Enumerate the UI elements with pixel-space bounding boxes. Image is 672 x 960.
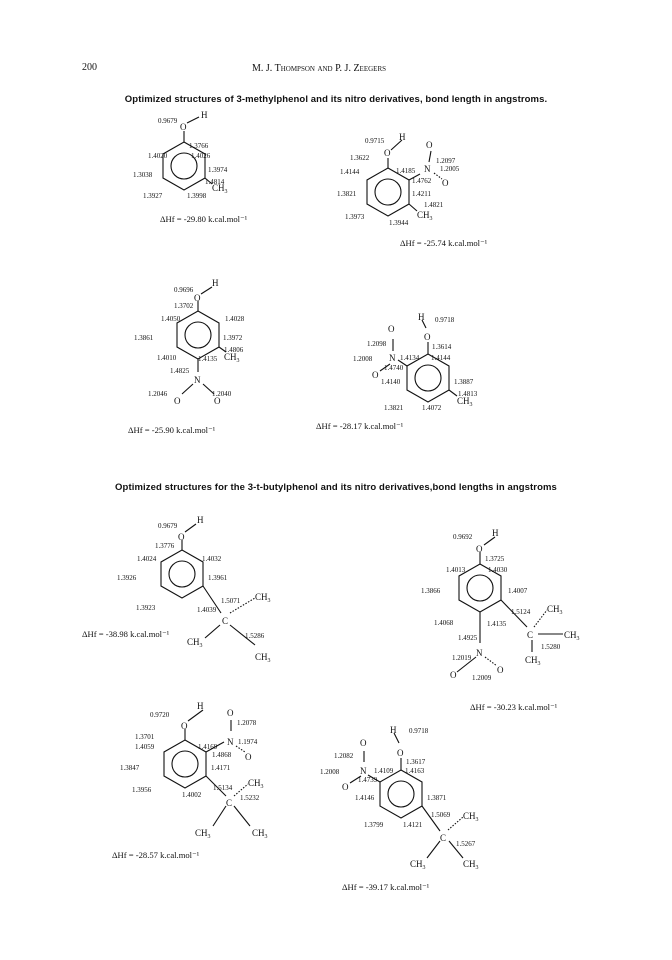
- atom-oxygen: O: [181, 721, 188, 731]
- bond-length: 1.4163: [405, 767, 425, 775]
- structure-3-t-butylphenol: [82, 515, 271, 664]
- bond-length: 1.3821: [384, 404, 404, 412]
- bond-length: 1.4030: [488, 566, 508, 574]
- atom-oxygen: O: [426, 140, 433, 150]
- methyl-group: $CH_3$: [564, 630, 580, 642]
- methyl-group: $CH_3$: [252, 828, 268, 840]
- atom-oxygen: O: [180, 122, 187, 132]
- bond-length: 1.3871: [427, 794, 447, 802]
- bond-length: 1.4024: [137, 555, 157, 563]
- atom-carbon: C: [440, 833, 447, 843]
- heat-of-formation: ΔHf = -30.23 k.cal.mol⁻¹: [470, 702, 558, 712]
- bond-length: 1.3956: [132, 786, 152, 794]
- bond-length: 1.5069: [431, 811, 451, 819]
- atom-nitrogen: N: [476, 648, 483, 658]
- bond-length: 1.3972: [223, 334, 243, 342]
- bond-length: 1.5267: [456, 840, 476, 848]
- methyl-group: $CH_3$: [212, 183, 228, 195]
- bond-length: 0.9718: [435, 316, 455, 324]
- bond-length: 1.2005: [440, 165, 460, 173]
- bond-length: 1.4121: [403, 821, 423, 829]
- atom-nitrogen: N: [194, 375, 201, 385]
- bond-length: 1.1974: [238, 738, 258, 746]
- bond-length: 1.4002: [182, 791, 202, 799]
- bond-length: 1.4762: [412, 177, 432, 185]
- bond-length: 1.3944: [389, 219, 409, 227]
- atom-nitrogen: N: [424, 164, 431, 174]
- bond-length: 1.4144: [431, 354, 451, 362]
- heat-of-formation: ΔHf = -39.17 k.cal.mol⁻¹: [342, 882, 430, 892]
- structure-5-methyl-2-nitrophenol: [316, 312, 478, 431]
- methyl-group: $CH_3$: [547, 604, 563, 616]
- bond-length: 1.2040: [212, 390, 232, 398]
- bond-length: 1.4825: [170, 367, 190, 375]
- bond-length: 1.3799: [364, 821, 384, 829]
- atom-carbon: C: [222, 616, 229, 626]
- bond-length: 1.3887: [454, 378, 474, 386]
- heat-of-formation: ΔHf = -29.80 k.cal.mol⁻¹: [160, 214, 248, 224]
- page-number: 200: [82, 62, 97, 73]
- bond-length: 0.9696: [174, 286, 194, 294]
- bond-length: 1.4109: [374, 767, 394, 775]
- bond-length: 1.5232: [240, 794, 260, 802]
- atom-carbon: C: [226, 798, 233, 808]
- atom-hydrogen: H: [418, 312, 425, 322]
- atom-nitrogen: N: [360, 766, 367, 776]
- methyl-group: $CH_3$: [457, 396, 473, 408]
- heat-of-formation: ΔHf = -38.98 k.cal.mol⁻¹: [82, 629, 170, 639]
- bond-length: 1.4028: [225, 315, 245, 323]
- bond-length: 1.5134: [213, 784, 233, 792]
- atom-hydrogen: H: [197, 515, 204, 525]
- bond-length: 1.4140: [381, 378, 401, 386]
- bond-length: 1.3866: [421, 587, 441, 595]
- bond-length: 1.4925: [458, 634, 478, 642]
- atom-hydrogen: H: [390, 725, 397, 735]
- atom-oxygen: O: [214, 396, 221, 406]
- bond-length: 1.4010: [157, 354, 177, 362]
- bond-length: 1.3622: [350, 154, 370, 162]
- bond-length: 1.5280: [541, 643, 561, 651]
- methyl-group: $CH_3$: [187, 637, 203, 649]
- methyl-group: $CH_3$: [410, 859, 426, 871]
- bond-length: 1.4020: [148, 152, 168, 160]
- bond-length: 1.4814: [205, 178, 225, 186]
- bond-length: 1.3861: [134, 334, 154, 342]
- bond-length: 1.3617: [406, 758, 426, 766]
- bond-length: 1.4821: [424, 201, 444, 209]
- bond-length: 1.4026: [191, 152, 211, 160]
- structure-5-t-butyl-2-nitrophenol: [320, 725, 479, 892]
- bond-length: 1.4135: [198, 355, 218, 363]
- bond-length: 0.9679: [158, 522, 178, 530]
- bond-length: 1.4740: [384, 364, 404, 372]
- atom-oxygen: O: [442, 178, 449, 188]
- atom-hydrogen: H: [399, 132, 406, 142]
- heat-of-formation: ΔHf = -25.74 k.cal.mol⁻¹: [400, 238, 488, 248]
- bond-length: 1.5286: [245, 632, 265, 640]
- atom-oxygen: O: [384, 148, 391, 158]
- bond-length: 1.5071: [221, 597, 241, 605]
- atom-oxygen: O: [397, 748, 404, 758]
- bond-length: 1.4739: [358, 776, 378, 784]
- bond-length: 1.4032: [202, 555, 222, 563]
- atom-oxygen: O: [227, 708, 234, 718]
- bond-length: 1.2098: [367, 340, 387, 348]
- bond-length: 1.4169: [198, 743, 218, 751]
- bond-length: 1.3927: [143, 192, 163, 200]
- bond-length: 1.4050: [161, 315, 181, 323]
- atom-hydrogen: H: [492, 528, 499, 538]
- structure-3-t-butyl-4-nitrophenol: [421, 528, 580, 712]
- bond-length: 1.3776: [155, 542, 175, 550]
- atom-oxygen: O: [372, 370, 379, 380]
- methyl-group: $CH_3$: [463, 859, 479, 871]
- atom-oxygen: O: [342, 782, 349, 792]
- structure-3-methyl-2-nitrophenol: [337, 132, 488, 248]
- bond-length: 1.4134: [400, 354, 420, 362]
- methyl-group: $CH_3$: [525, 655, 541, 667]
- bond-length: 0.9720: [150, 711, 170, 719]
- methyl-group: $CH_3$: [463, 811, 479, 823]
- atom-oxygen: O: [178, 532, 185, 542]
- bond-length: 1.4868: [212, 751, 232, 759]
- bond-length: 1.3614: [432, 343, 452, 351]
- heat-of-formation: ΔHf = -28.57 k.cal.mol⁻¹: [112, 850, 200, 860]
- atom-oxygen: O: [497, 665, 504, 675]
- bond-length: 1.3821: [337, 190, 357, 198]
- bond-length: 1.4806: [224, 346, 244, 354]
- bond-length: 0.9692: [453, 533, 473, 541]
- running-header-authors: M. J. Thompson and P. J. Zeegers: [252, 63, 387, 74]
- bond-length: 1.4185: [396, 167, 416, 175]
- atom-oxygen: O: [245, 752, 252, 762]
- bond-length: 1.2008: [353, 355, 373, 363]
- bond-length: 1.4211: [412, 190, 431, 198]
- bond-length: 1.3702: [174, 302, 194, 310]
- bond-length: 1.2046: [148, 390, 168, 398]
- atom-oxygen: O: [450, 670, 457, 680]
- bond-length: 1.2009: [472, 674, 492, 682]
- atom-hydrogen: H: [201, 110, 208, 120]
- section-caption-t-butylphenol: Optimized structures for the 3-t-butylphenol and its nitro derivatives,bond lengths in angstroms: [115, 482, 557, 493]
- bond-length: 1.3973: [345, 213, 365, 221]
- atom-hydrogen: H: [197, 701, 204, 711]
- structure-3-methylphenol: [133, 110, 248, 224]
- bond-length: 1.2008: [320, 768, 340, 776]
- bond-length: 1.4059: [135, 743, 155, 751]
- atom-oxygen: O: [174, 396, 181, 406]
- atom-oxygen: O: [476, 544, 483, 554]
- methyl-group: $CH_3$: [255, 652, 271, 664]
- section-caption-methylphenol: Optimized structures of 3-methylphenol and its nitro derivatives, bond length in angstroms.: [124, 94, 548, 105]
- structure-3-methyl-4-nitrophenol: [128, 278, 245, 435]
- methyl-group: $CH_3$: [255, 592, 271, 604]
- bond-length: 1.5124: [511, 608, 531, 616]
- atom-oxygen: O: [360, 738, 367, 748]
- bond-length: 1.4039: [197, 606, 217, 614]
- atom-nitrogen: N: [389, 353, 396, 363]
- bond-length: 1.3766: [189, 142, 209, 150]
- bond-length: 1.4146: [355, 794, 375, 802]
- bond-length: 1.4072: [422, 404, 442, 412]
- atom-oxygen: O: [424, 332, 431, 342]
- bond-length: 1.4135: [487, 620, 507, 628]
- atom-nitrogen: N: [227, 737, 234, 747]
- bond-length: 1.4013: [446, 566, 466, 574]
- bond-length: 1.4813: [458, 390, 478, 398]
- bond-length: 1.3961: [208, 574, 228, 582]
- methyl-group: $CH_3$: [195, 828, 211, 840]
- bond-length: 1.4007: [508, 587, 528, 595]
- bond-length: 1.3923: [136, 604, 156, 612]
- bond-length: 0.9718: [409, 727, 429, 735]
- methyl-group: $CH_3$: [417, 210, 433, 222]
- bond-length: 0.9715: [365, 137, 385, 145]
- atom-carbon: C: [527, 630, 534, 640]
- methyl-group: $CH_3$: [248, 778, 264, 790]
- atom-oxygen: O: [194, 293, 201, 303]
- structure-3-t-butyl-2-nitrophenol: [112, 701, 268, 860]
- methyl-group: $CH_3$: [224, 352, 240, 364]
- bond-length: 1.3038: [133, 171, 153, 179]
- heat-of-formation: ΔHf = -25.90 k.cal.mol⁻¹: [128, 425, 216, 435]
- bond-length: 1.3974: [208, 166, 228, 174]
- atom-oxygen: O: [388, 324, 395, 334]
- bond-length: 1.3847: [120, 764, 140, 772]
- bond-length: 1.2078: [237, 719, 257, 727]
- bond-length: 1.4144: [340, 168, 360, 176]
- bond-length: 1.4171: [211, 764, 231, 772]
- bond-length: 1.2097: [436, 157, 456, 165]
- bond-length: 1.3701: [135, 733, 155, 741]
- bond-length: 1.3725: [485, 555, 505, 563]
- heat-of-formation: ΔHf = -28.17 k.cal.mol⁻¹: [316, 421, 404, 431]
- bond-length: 1.2019: [452, 654, 472, 662]
- bond-length: 1.3926: [117, 574, 137, 582]
- bond-length: 1.2082: [334, 752, 354, 760]
- atom-hydrogen: H: [212, 278, 219, 288]
- bond-length: 1.4068: [434, 619, 454, 627]
- bond-length: 1.3998: [187, 192, 207, 200]
- bond-length: 0.9679: [158, 117, 178, 125]
